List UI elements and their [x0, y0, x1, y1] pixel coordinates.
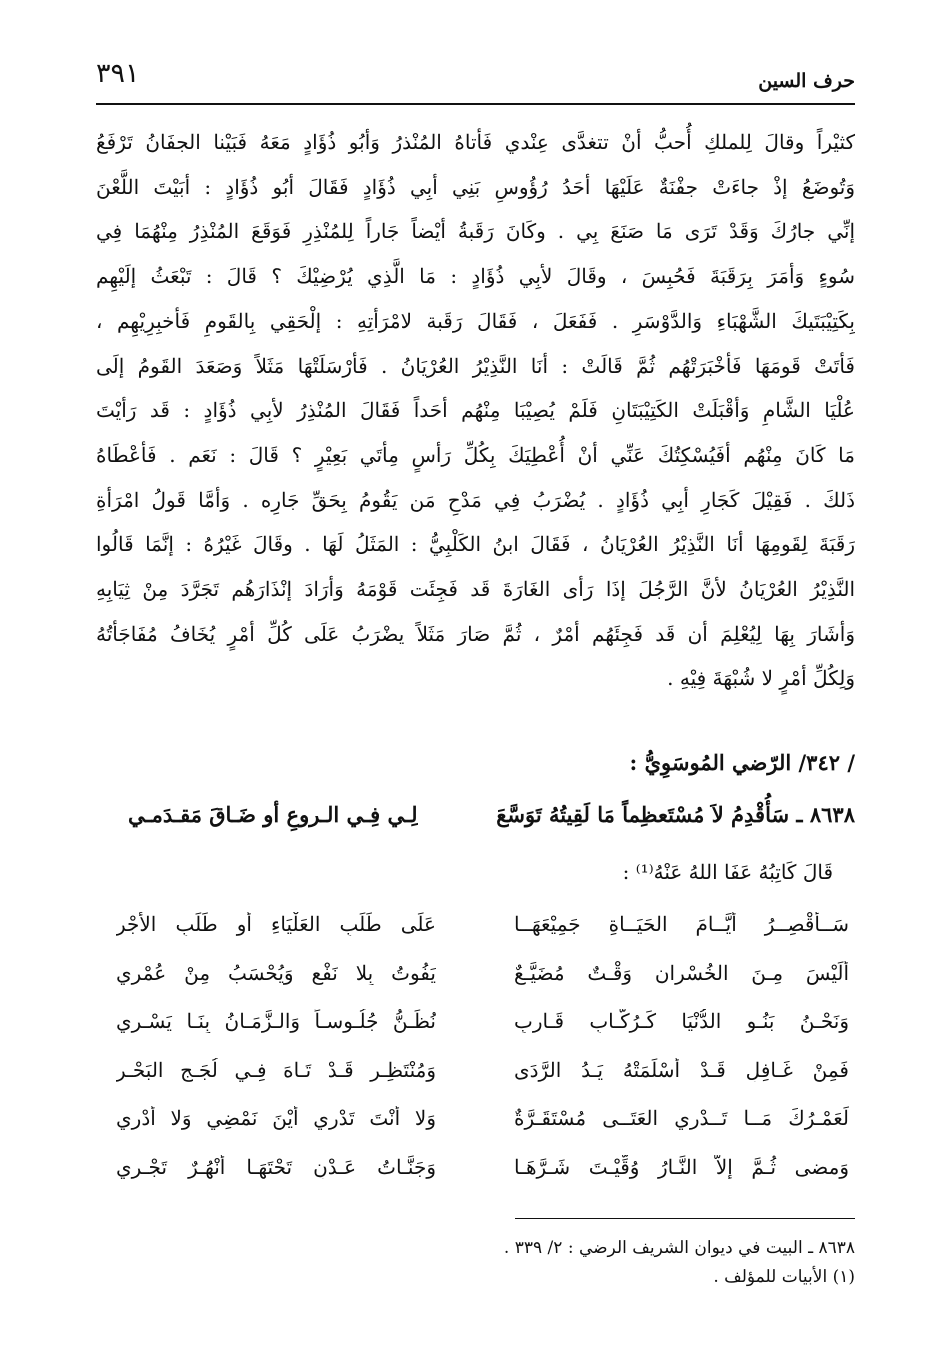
verse-first-hemistich: ٨٦٣٨ ـ سَأُقْدِمُ لاَ مُسْتَعظِماً مَا لَقِيتُهُ تَوَسَّعَ: [496, 802, 855, 827]
verse-second-hemistich: وَجَنَّـاتُ عَـدْنٍ تَحْتَهَـا أنْهُـرٌ تَجْـرِي: [116, 1154, 436, 1179]
prose-line: وَلِكُلِّ أمْرٍ لا شُبْهَةَ فِيْهِ .: [667, 666, 855, 691]
poem-verse: [96, 912, 855, 961]
header-divider: [96, 103, 855, 105]
poem-verse: [96, 961, 855, 1010]
poem-verse: [96, 1058, 855, 1107]
prose-line: بِكَتِيْبَتَيكَ الشَّهْبَاءِ وَالدَّوْسَرِ . فَفَعَلَ ، فَقَالَ رَقَبة لامْرَأتِهِ : إلْحَقِي بِالقَومِ فَأخبِرِيْهِم ،: [96, 308, 855, 333]
verse-first-hemistich: سَــأُقْصِــرُ أيَّــامَ الحَيَــاةِ جَمِيْعَهَــا: [514, 912, 849, 936]
page-number: ٣٩١: [96, 58, 140, 89]
page-header: [96, 58, 855, 98]
poem-verse: [96, 1106, 855, 1155]
verse-second-hemistich: وَمُنْتَظِـرٍ قَـدْ تَـاهَ فِـي لُجَـجِ البَحْـرِ: [116, 1057, 436, 1082]
prose-line: عُلْيَا الشَّامِ وَأقْبَلَتْ الكَتِيْبَتَانِ فَلَمْ يُصِيْبَا مِنْهُم أحَداً فَقَالَ المُنْذِرُ لأبِي ذُؤَادٍ : قَد رَأيْتَ: [96, 398, 855, 423]
poem-verse: [96, 1009, 855, 1058]
verse-first-hemistich: وَنَحْـنُ بَنُـو الدُّنْيَا كَـرُكَّـابِ قَـارِبٍ: [514, 1009, 849, 1034]
prose-line: مَا كَانَ مِنْهُم أفَيُسْكِتُكَ عَنِّي أنْ أُعْطِيَكَ بِكُلِّ رَأسٍ مِأتَي بَعِيْرٍ ؟ قَالَ : نَعَم . فَأعْطَاهُ: [96, 442, 855, 467]
prose-line: وَتُوضَعُ إذْ جاءَتْ جفْنَةٌ عَلَيْهَا أحَدُ رُؤُوسِ بَنِي أبِي ذُؤَادٍ فَقَالَ أبُو ذُؤَادٍ : أبَيْتَ اللَّعْنَ: [96, 174, 855, 199]
prose-paragraph: [96, 120, 855, 701]
prose-line: رَقَبَةَ لِقَومِهَا أنَا النَّذِيْرُ العُرْيَانُ ، فَقَالَ ابنُ الكَلْبِيُّ : المَثَلُ لَهَا . وقَالَ غَيْرُهُ : إنَّمَا قَالُوا: [96, 532, 855, 557]
verse-second-hemistich: عَلَى طَلَبِ العَلْيَاءِ أو طَلَبِ الأجْرِ: [116, 912, 436, 936]
section-heading: / ٣٤٢/ الرّضي المُوسَوِيُّ :: [629, 750, 855, 775]
chapter-title: حرف السين: [758, 70, 855, 92]
verse-first-hemistich: لَعَمْـرُكَ مَــا تَــدْرِي العَتَــى مُسْتَقَـرَّةٌ: [514, 1106, 849, 1131]
verse-first-hemistich: فَمِنْ غَـافِلٍ قَـدْ أسْلَمَتْهُ يَـدُ الرَّدَى: [514, 1057, 849, 1082]
author-attribution: قَالَ كَاتِبُهُ عَفَا اللهُ عَنْهُ⁽¹⁾ :: [622, 860, 833, 884]
prose-line: كثيْراً وقالَ لِلملكِ أُحبُّ أنْ تتغدَّى عِنْدي فَأتاهُ المُنْذرُ وَأبُو ذُؤَادٍ مَعَهُ فَبَيْنا الجفَانُ تَرْفَعُ: [96, 130, 855, 154]
poem-verse: [96, 1155, 855, 1204]
verse-first-hemistich: وَمضى ثُـمَّ إلاَّ النَّـارُ وُقِّيْـتَ شَـرَّهَـا: [514, 1154, 849, 1179]
prose-line: إنِّي جارُكَ وَقَدْ تَرَى مَا صَنَعَ بِي . وكَانَ رَقَبةُ أيْضاً جَاراً لِلمُنْذِرِ فَوَقَعَ المُنْذِرُ مِنْهُمَا فِي: [96, 219, 855, 244]
prose-line: فَأتَتْ قَومَهَا فَأخْبَرَتْهُم ثُمَّ قَالَتْ : أنَا النَّذِيْرُ العُرْيَانُ . فَأرْسَلَتْهَا مَثَلاً وَصَعَدَ القَومُ إلَى: [96, 353, 855, 378]
footnote: (١) الأبيات للمؤلف .: [713, 1267, 855, 1287]
main-verse: [96, 802, 855, 842]
footnote-divider: [515, 1218, 855, 1219]
prose-line: ذَلكَ . فَقِيْلَ كَجَارِ أبِي ذُؤَادٍ . يُضْرَبُ فِي مَدْحِ مَن يَقُومُ بِحَقِّ جَارِه . وَأمَّا قَولُ امْرَأةِ: [96, 487, 855, 512]
poem: [96, 912, 855, 1204]
verse-second-hemistich: يَفُوتُ بِلا نَفْعٍ وَيُحْسَبُ مِنْ عُمْرِي: [116, 960, 436, 985]
footnotes: [96, 1234, 855, 1292]
verse-second-hemistich: لِـي فِـي الـروعِ أو ضَـاقَ مَقـدَمـي: [128, 802, 418, 827]
verse-second-hemistich: وَلا أنْتَ تَدْرِي أيْنَ نَمْضِي وَلا أدْرِي: [116, 1106, 436, 1131]
footnote: ٨٦٣٨ ـ البيت في ديوان الشريف الرضي : ٢/ ٣٣٩ .: [503, 1238, 855, 1258]
verse-first-hemistich: ألَيْسَ مِـنَ الخُسْرانِ وَقْـتٌ مُضَيَّـعٌ: [514, 960, 849, 985]
prose-line: سُوءٍ وَأمَرَ بِرَقَبَةَ فَحُبِسَ ، وقَالَ لأبِي ذُؤَادٍ : مَا الَّذِي يُرْضِيْكَ ؟ قَالَ : تَبْعَثُ إلَيْهِم: [96, 264, 855, 289]
prose-line: وَأشَارَ بِهَا لِيُعْلِمَ أن قَد فَجِئَهُم أمْرٌ ، ثُمَّ صَارَ مَثَلاً يضْرَبُ عَلَى كُلِّ أمْرٍ يُخَافُ مُفَاجَأتُهُ: [96, 621, 855, 646]
verse-second-hemistich: نُظَـنُّ جُلُـوسـاً وَالـزَّمَـانُ بِنَـا يَسْـرِي: [116, 1009, 436, 1034]
prose-line: النَّذِيْرُ العُرْيَانُ لأنَّ الرَّجُلَ إذَا رَأى الغَارَةَ قَد فَجِئَت قَوْمَهُ وَأرَادَ إنْذَارَهُم تَجَرَّدَ مِنْ ثِيَابِهِ: [96, 577, 855, 602]
